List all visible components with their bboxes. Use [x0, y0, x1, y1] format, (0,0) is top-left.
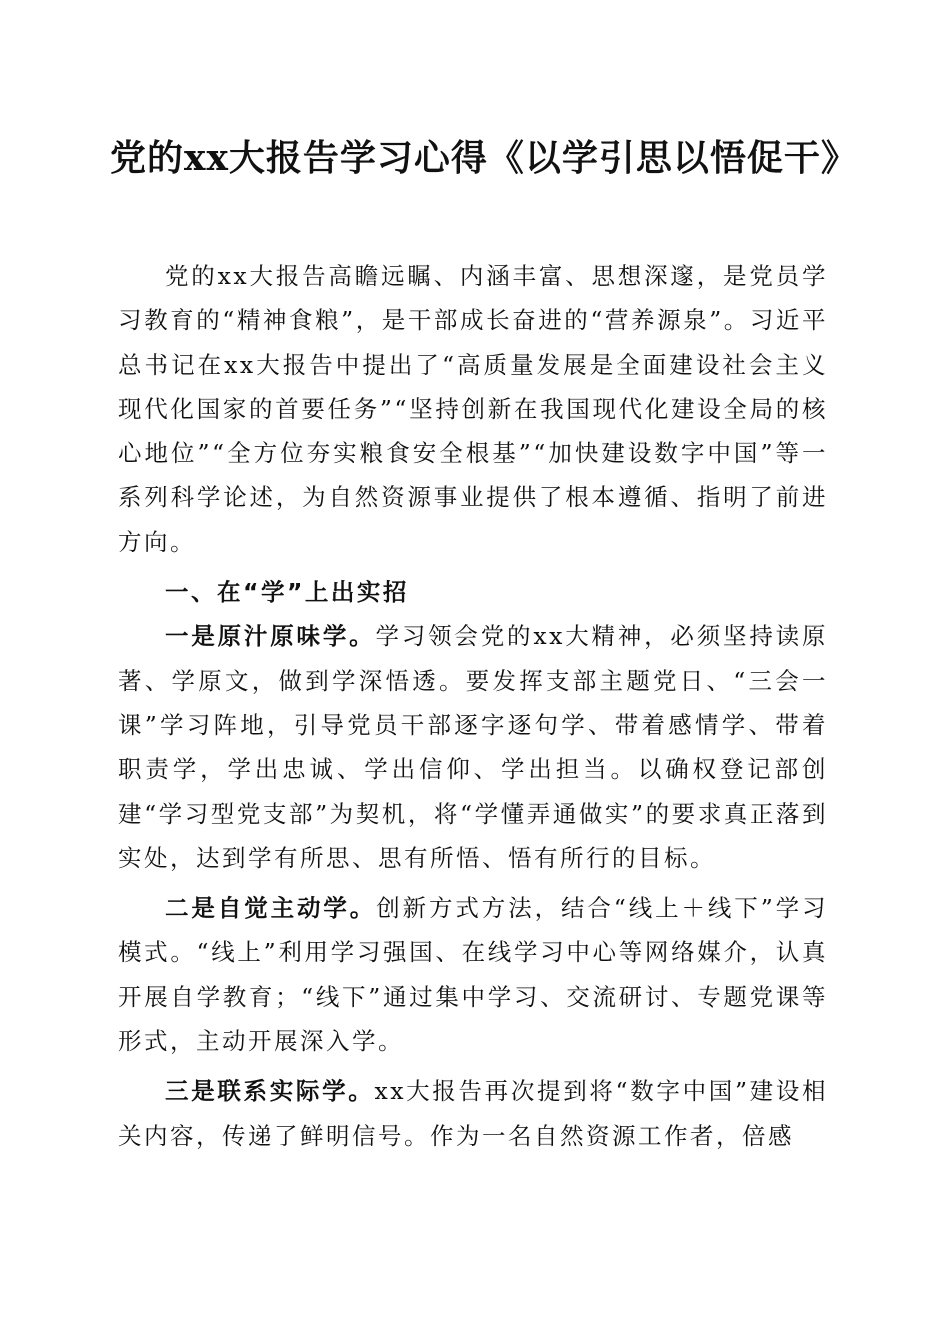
paragraph-2: [118, 886, 828, 1063]
paragraph-1-text: 学习领会党的xx大精神，必须坚持读原著、学原文，做到学深悟透。要发挥支部主题党日、“三会一课”学习阵地，引导党员干部逐字逐句学、带着感情学、带着职责学，学出忠诚、学出信仰、学出担当。以确权登记部创建“学习型党支部”为契机，将“学懂弄通做实”的要求真正落到实处，达到学有所思、思有所悟、悟有所行的目标。: [118, 622, 828, 872]
paragraph-1-lead: 一是原汁原味学。: [165, 622, 376, 651]
paragraph-2-lead: 二是自觉主动学。: [165, 894, 377, 923]
paragraph-2-text: 创新方式方法，结合“线上＋线下”学习模式。“线上”利用学习强国、在线学习中心等网络媒介，认真开展自学教育；“线下”通过集中学习、交流研讨、专题党课等形式，主动开展深入学。: [118, 894, 829, 1056]
paragraph-3-text: xx大报告再次提到将“数字中国”建设相关内容，传递了鲜明信号。作为一名自然资源工作者，倍感: [118, 1077, 828, 1150]
section-heading: 一、在“学”上出实招: [165, 578, 409, 607]
intro-paragraph: 党的xx大报告高瞻远瞩、内涵丰富、思想深邃，是党员学习教育的“精神食粮”，是干部成长奋进的“营养源泉”。习近平总书记在xx大报告中提出了“高质量发展是全面建设社会主义现代化国家的首要任务”“坚持创新在我国现代化建设全局的核心地位”“全方位夯实粮食安全根基”“加快建设数字中国”等一系列科学论述，为自然资源事业提供了根本遵循、指明了前进方向。: [118, 262, 828, 556]
paragraph-1: [118, 614, 828, 880]
paragraph-3: [118, 1069, 828, 1158]
document-title: 党的xx大报告学习心得《以学引思以悟促干》: [110, 137, 858, 179]
paragraph-3-lead: 三是联系实际学。: [165, 1077, 375, 1106]
document-body: [118, 254, 828, 1158]
